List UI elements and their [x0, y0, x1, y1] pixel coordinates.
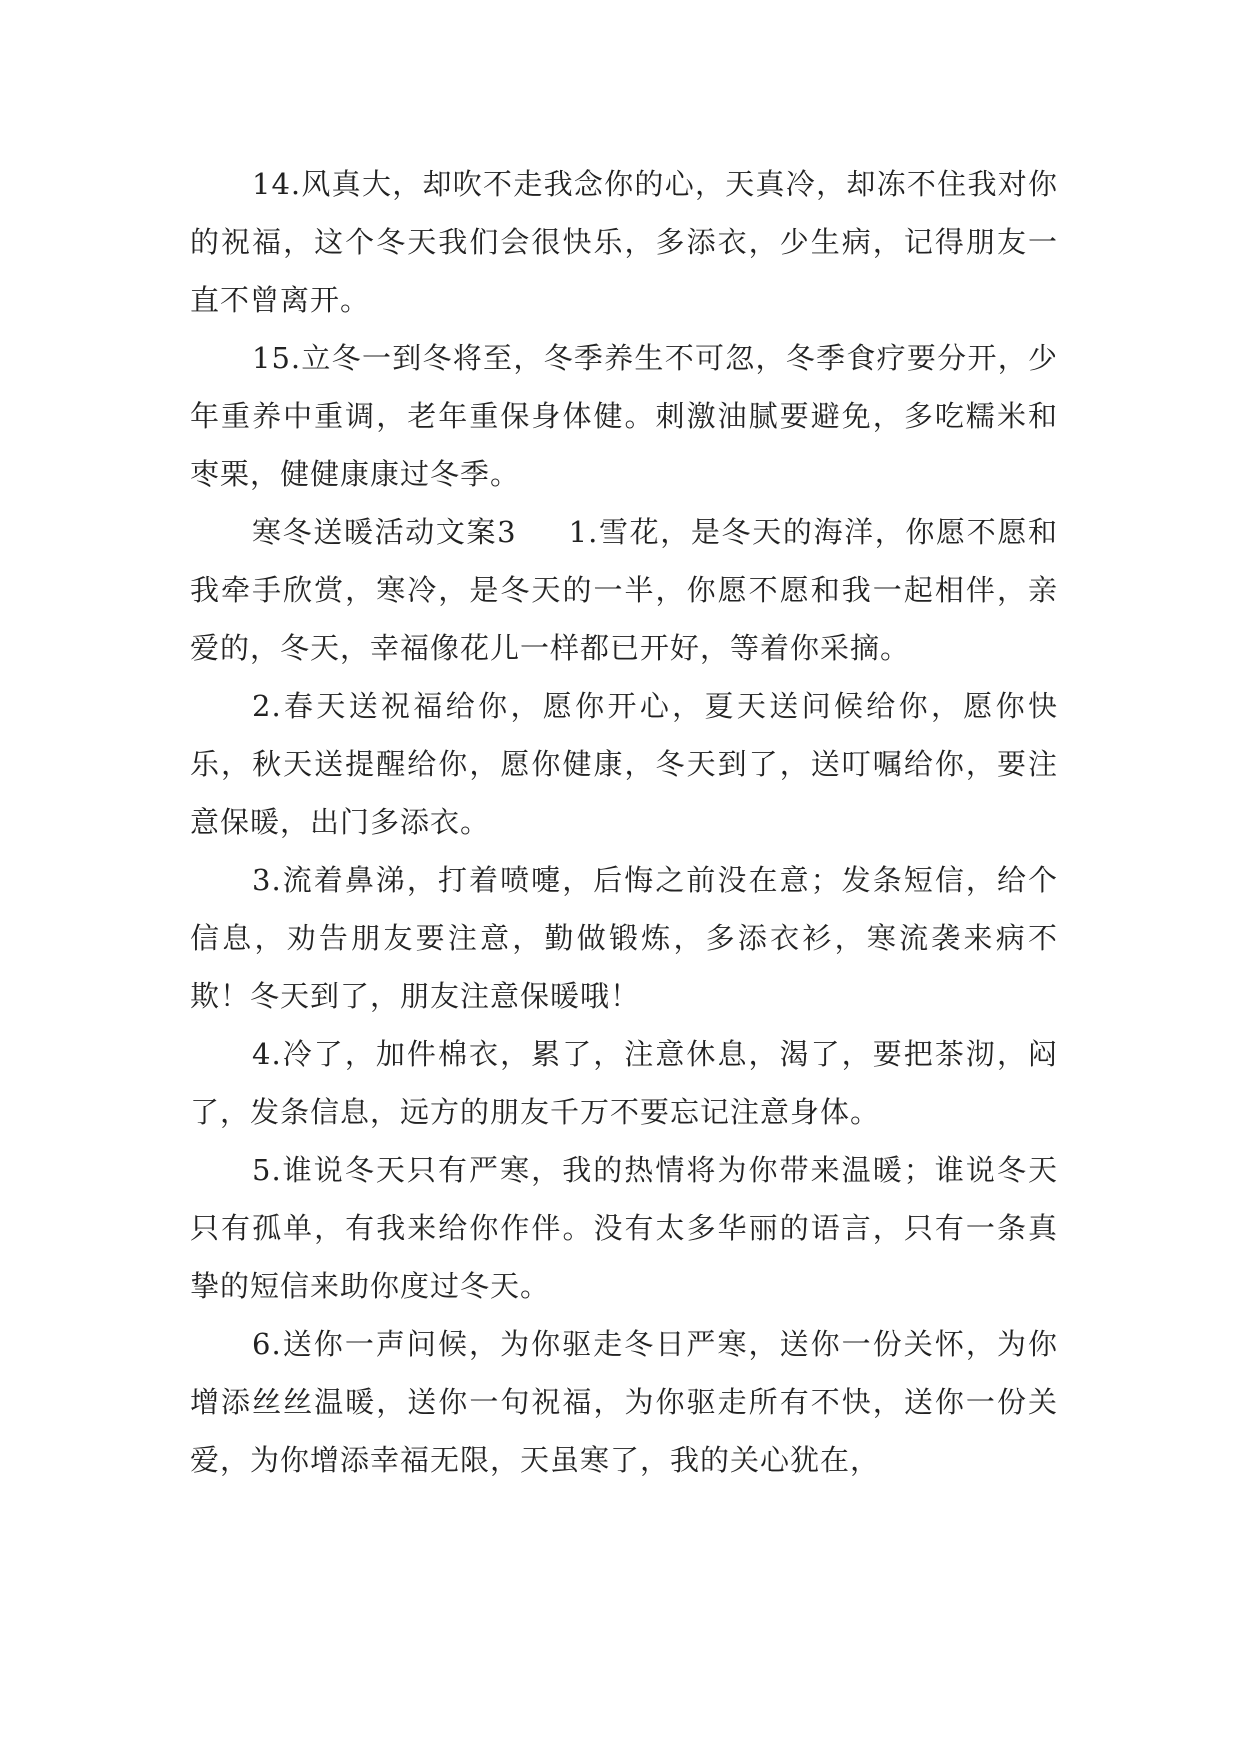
paragraph-3: 3.流着鼻涕，打着喷嚏，后悔之前没在意；发条短信，给个信息，劝告朋友要注意，勤做锻炼，多添衣衫，寒流袭来病不欺！冬天到了，朋友注意保暖哦！ — [190, 863, 1058, 1013]
paragraph-5: 5.谁说冬天只有严寒，我的热情将为你带来温暖；谁说冬天只有孤单，有我来给你作伴。没有太多华丽的语言，只有一条真挚的短信来助你度过冬天。 — [190, 1153, 1058, 1303]
paragraph-1: 1.雪花，是冬天的海洋，你愿不愿和我牵手欣赏，寒冷，是冬天的一半，你愿不愿和我一起相伴，亲爱的，冬天，幸福像花儿一样都已开好，等着你采摘。 — [190, 515, 1058, 665]
paragraph-2: 2.春天送祝福给你，愿你开心，夏天送问候给你，愿你快乐，秋天送提醒给你，愿你健康，冬天到了，送叮嘱给你，要注意保暖，出门多添衣。 — [190, 689, 1058, 839]
section-paragraph — [190, 503, 1058, 677]
document-body — [190, 155, 1058, 1489]
paragraph-4: 4.冷了，加件棉衣，累了，注意休息，渴了，要把茶沏，闷了，发条信息，远方的朋友千万不要忘记注意身体。 — [190, 1037, 1058, 1129]
paragraph-6: 6.送你一声问候，为你驱走冬日严寒，送你一份关怀，为你增添丝丝温暖，送你一句祝福，为你驱走所有不快，送你一份关爱，为你增添幸福无限，天虽寒了，我的关心犹在， — [190, 1327, 1058, 1477]
paragraph-15: 15.立冬一到冬将至，冬季养生不可忽，冬季食疗要分开，少年重养中重调，老年重保身体健。刺激油腻要避免，多吃糯米和枣栗，健健康康过冬季。 — [190, 341, 1058, 491]
paragraph-14: 14.风真大，却吹不走我念你的心，天真冷，却冻不住我对你的祝福，这个冬天我们会很快乐，多添衣，少生病，记得朋友一直不曾离开。 — [190, 167, 1058, 317]
section-heading: 寒冬送暖活动文案3 — [252, 515, 517, 549]
